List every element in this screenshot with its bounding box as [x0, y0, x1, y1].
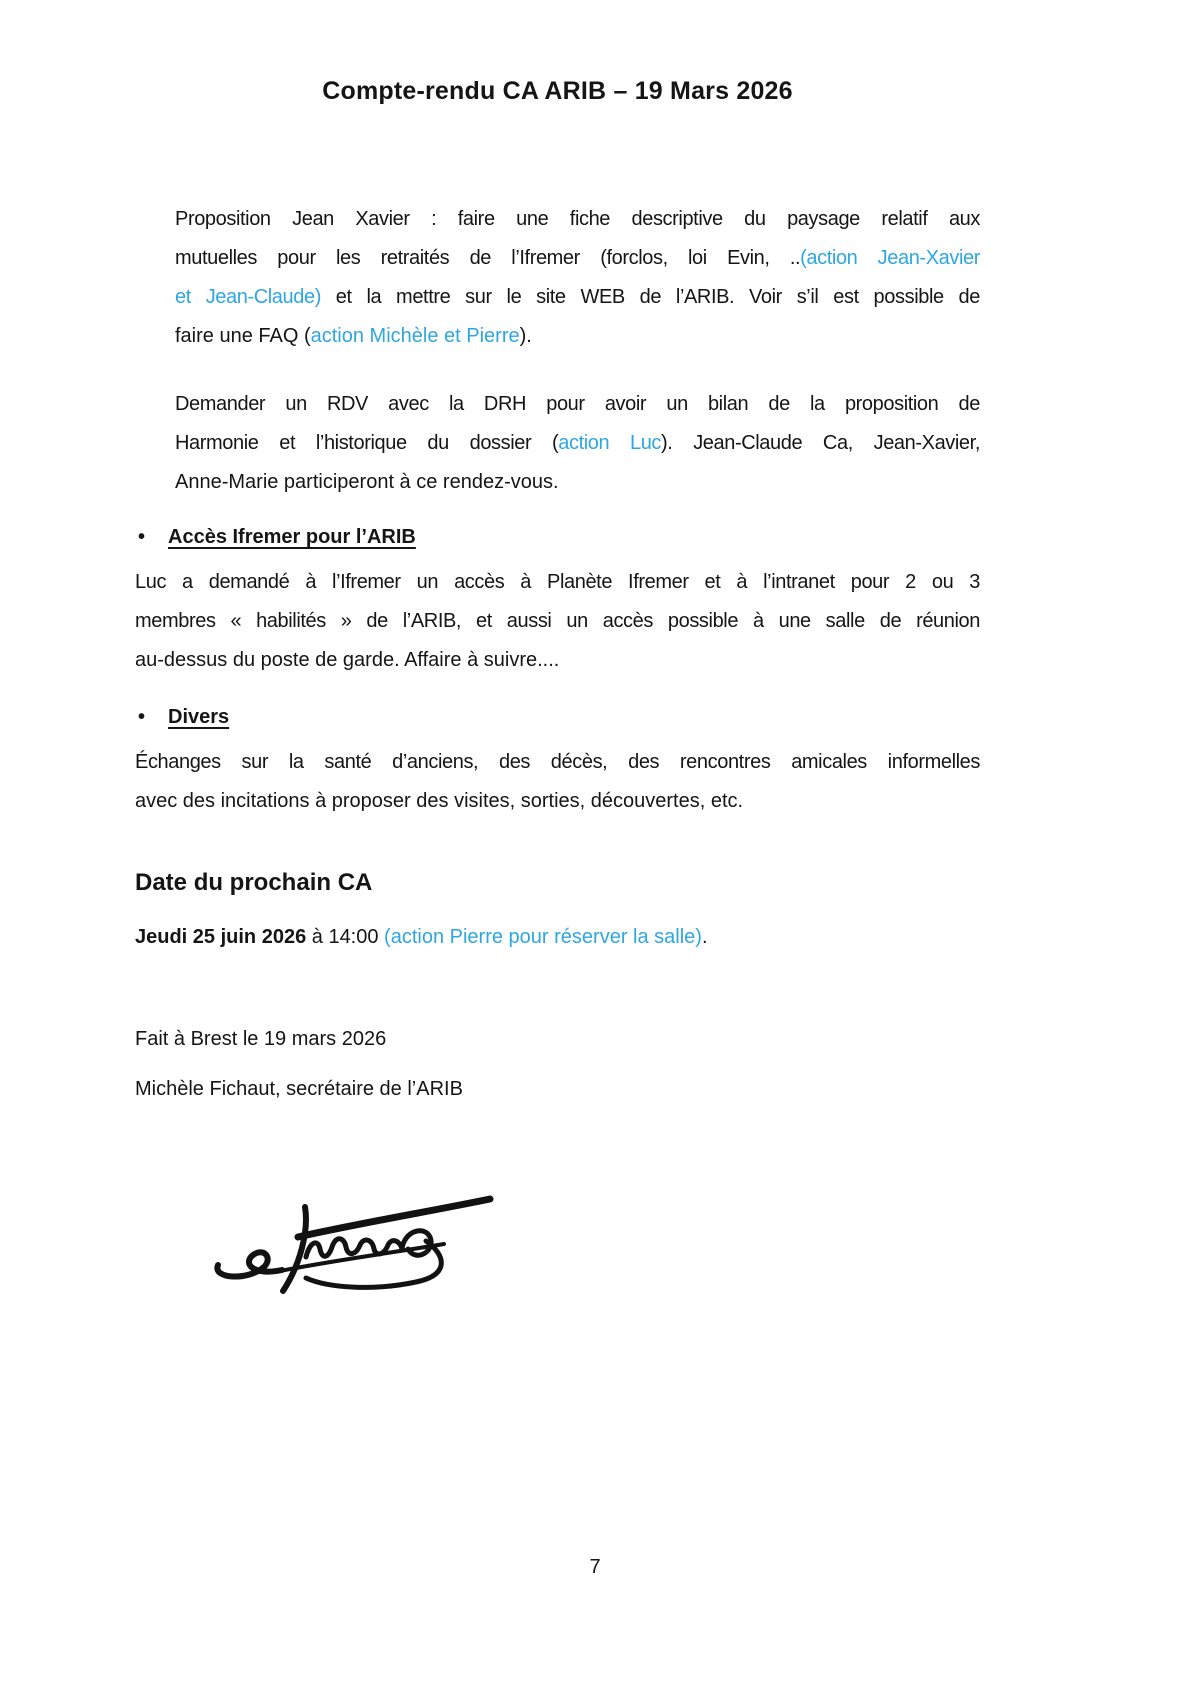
paragraph-proposition: [175, 200, 980, 356]
next-meeting-date: Jeudi 25 juin 2026: [135, 926, 307, 948]
text-line: faire une FAQ (action Michèle et Pierre).: [175, 325, 532, 347]
text-line: Échanges sur la santé d’anciens, des décès, des rencontres amicales informelles: [135, 751, 980, 773]
paragraph-secretaire: [135, 1070, 980, 1109]
text-line: et Jean-Claude) et la mettre sur le site WEB de l’ARIB. Voir s’il est possible de: [175, 286, 980, 308]
action-annotation: action Michèle et Pierre: [310, 325, 520, 347]
document-content: [135, 0, 980, 1301]
page-number: 7: [589, 1556, 601, 1578]
action-annotation: action Luc: [558, 432, 662, 454]
text-line: Demander un RDV avec la DRH pour avoir un bilan de la proposition de: [175, 393, 980, 415]
text-line: Anne-Marie participeront à ce rendez-vous.: [175, 471, 559, 493]
action-annotation: (action Jean-Xavier: [800, 247, 980, 269]
text-line: Michèle Fichaut, secrétaire de l’ARIB: [135, 1078, 463, 1100]
section-heading-date-prochain-ca: Date du prochain CA: [135, 869, 373, 896]
page-title: Compte-rendu CA ARIB – 19 Mars 2026: [322, 77, 793, 105]
bullet-icon: •: [138, 526, 146, 548]
heading-label: Accès Ifremer pour l’ARIB: [168, 526, 416, 548]
section-heading-acces-ifremer: [135, 518, 980, 557]
paragraph-fait-a: [135, 1020, 980, 1059]
text-line: mutuelles pour les retraités de l’Ifremer (forclos, loi Evin, ..(action Jean-Xavier: [175, 247, 980, 269]
paragraph-acces-ifremer: [135, 563, 980, 680]
text-line: membres « habilités » de l’ARIB, et aussi un accès possible à une salle de réunion: [135, 610, 980, 632]
action-annotation: et Jean-Claude): [175, 286, 321, 308]
text-line: Proposition Jean Xavier : faire une fiche descriptive du paysage relatif aux: [175, 208, 980, 230]
text-line: Luc a demandé à l’Ifremer un accès à Planète Ifremer et à l’intranet pour 2 ou 3: [135, 571, 980, 593]
text-line: avec des incitations à proposer des visites, sorties, découvertes, etc.: [135, 790, 744, 812]
bullet-icon: •: [138, 706, 146, 728]
text-line: Harmonie et l’historique du dossier (action Luc). Jean-Claude Ca, Jean-Xavier,: [175, 432, 980, 454]
text-line: Jeudi 25 juin 2026 à 14:00 (action Pierre pour réserver la salle).: [135, 926, 708, 948]
paragraph-divers: [135, 743, 980, 821]
paragraph-rdv-drh: [175, 385, 980, 502]
action-annotation: (action Pierre pour réserver la salle): [384, 926, 702, 948]
text-line: Fait à Brest le 19 mars 2026: [135, 1028, 387, 1050]
text-line: au-dessus du poste de garde. Affaire à suivre....: [135, 649, 560, 671]
paragraph-prochain-ca: [135, 918, 980, 957]
heading-label: Divers: [168, 706, 230, 728]
section-heading-divers: [135, 698, 980, 737]
signature-image: [210, 1181, 500, 1301]
